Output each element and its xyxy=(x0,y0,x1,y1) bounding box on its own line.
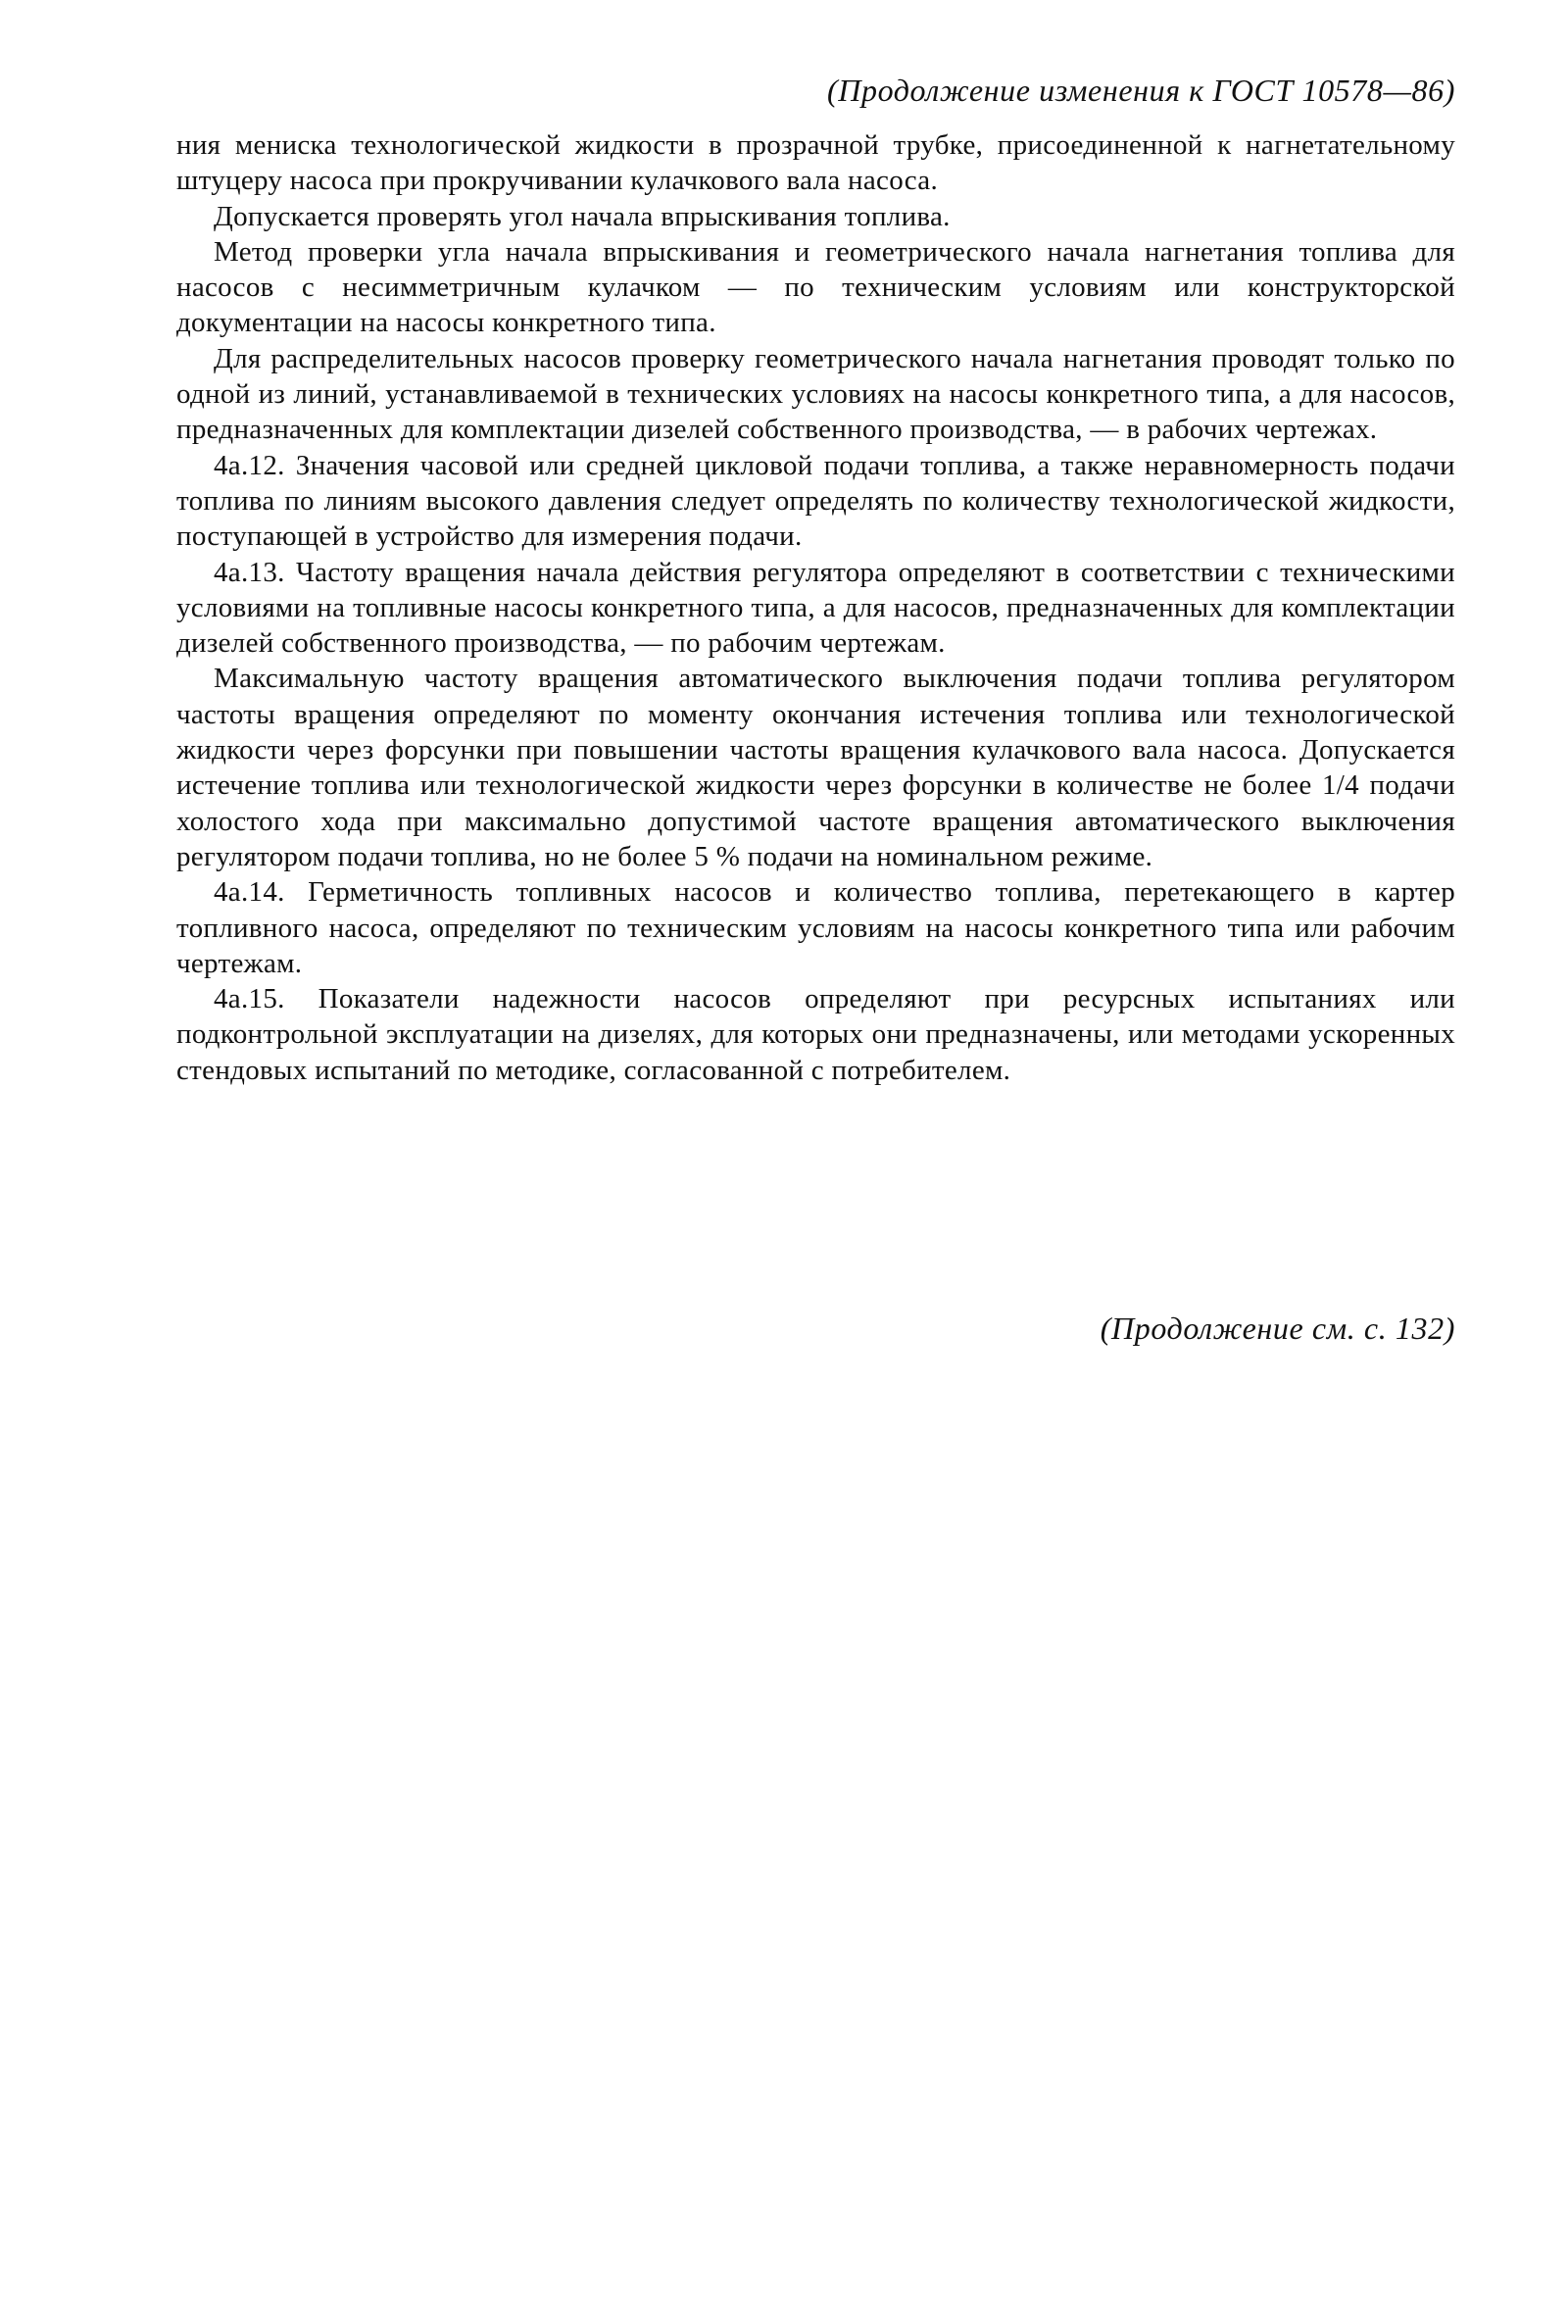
paragraph-distributor-pumps: Для распределительных насосов проверку геометрического начала нагнетания проводят только по одной из линий, устанавливаемой в технических условиях на насосы конкретного типа, а для насосов, предназначенных для комплектации дизелей собственного производства, — в рабочих чертежах. xyxy=(176,342,1455,446)
continuation-header: (Продолжение изменения к ГОСТ 10578—86) xyxy=(827,73,1455,108)
paragraph-max-rotation-frequency: Максимальную частоту вращения автоматического выключения подачи топлива регулятором частоты вращения определяют по моменту окончания истечения топлива или технологической жидкости через форсунки при повышении частоты вращения кулачкового вала насоса. Допускается истечение топлива или технологической жидкости через форсунки в количестве не более 1/4 подачи холостого хода при максимально допустимой частоте вращения автоматического выключения регулятором подачи топлива, но не более 5 % подачи на номинальном режиме. xyxy=(176,663,1455,872)
paragraph-injection-angle-check: Допускается проверять угол начала впрыскивания топлива. xyxy=(214,200,951,232)
paragraph-section-4a15: 4а.15. Показатели надежности насосов определяют при ресурсных испытаниях или подконтрольной эксплуатации на дизелях, для которых они предназначены, или методами ускоренных стендовых испытаний по методике, согласованной с потребителем. xyxy=(176,983,1455,1086)
paragraph-asymmetric-cam-method: Метод проверки угла начала впрыскивания и геометрического начала нагнетания топлива для насосов с несимметричным кулачком — по техническим условиям или конструкторской документации на насосы конкретного типа. xyxy=(176,235,1455,339)
document-body xyxy=(176,127,1455,1088)
paragraph-meniscus-continuation: ния мениска технологической жидкости в прозрачной трубке, присоединенной к нагнетательному штуцеру насоса при прокручивании кулачкового вала насоса. xyxy=(176,129,1455,197)
paragraph-section-4a14: 4а.14. Герметичность топливных насосов и количество топлива, перетекающего в картер топливного насоса, определяют по техническим условиям на насосы конкретного типа или рабочим чертежам. xyxy=(176,876,1455,979)
paragraph-section-4a13: 4а.13. Частоту вращения начала действия регулятора определяют в соответствии с техническими условиями на топливные насосы конкретного типа, а для насосов, предназначенных для комплектации дизелей собственного производства, — по рабочим чертежам. xyxy=(176,556,1455,660)
paragraph-section-4a12: 4а.12. Значения часовой или средней цикловой подачи топлива, а также неравномерность подачи топлива по линиям высокого давления следует определять по количеству технологической жидкости, поступающей в устройство для измерения подачи. xyxy=(176,449,1455,553)
continuation-footer: (Продолжение см. с. 132) xyxy=(1100,1310,1455,1346)
